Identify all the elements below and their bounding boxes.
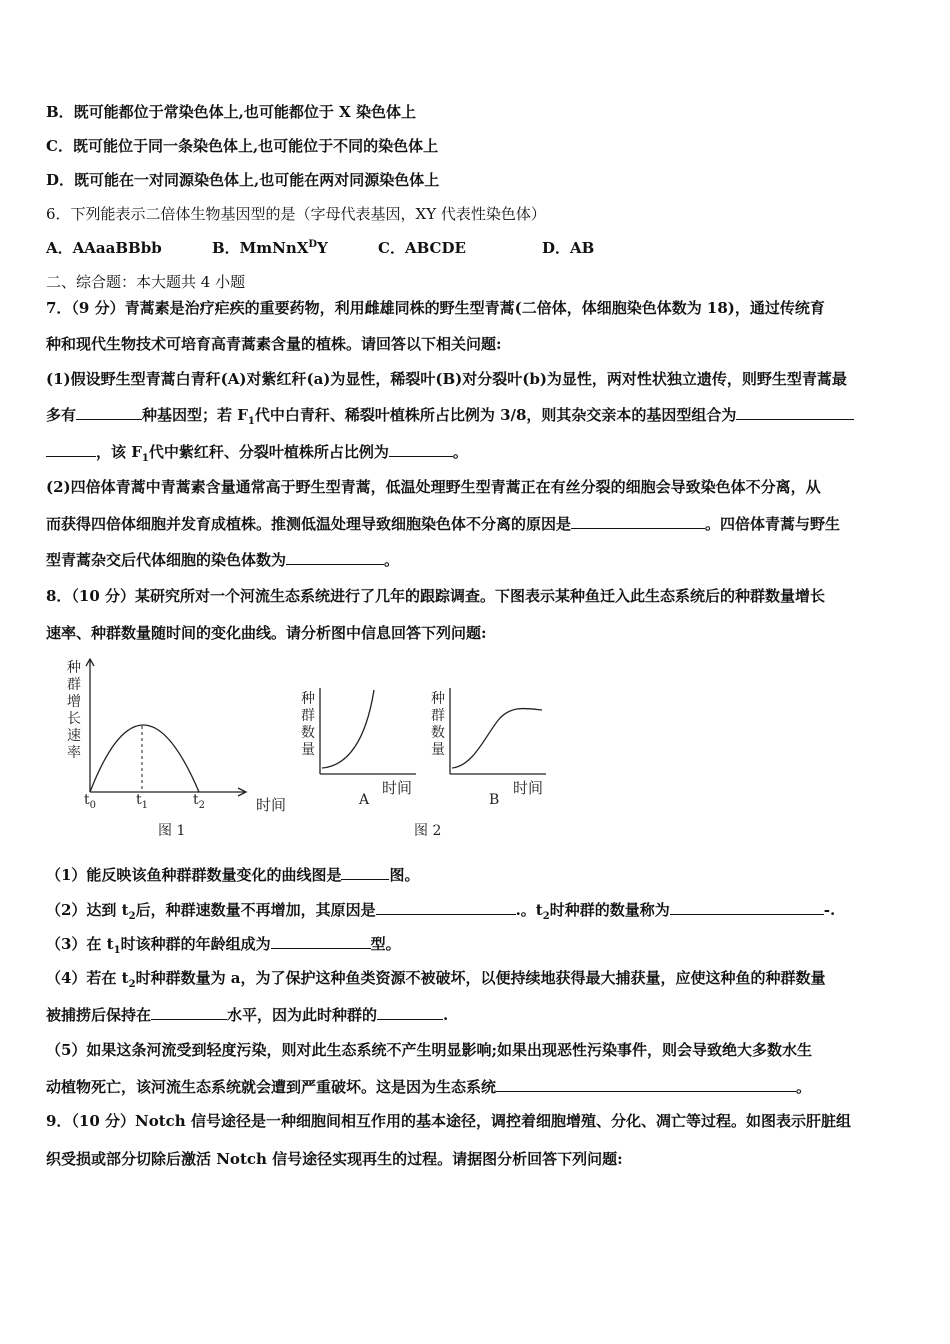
q6-options (46, 237, 906, 259)
q8-sub-5: （5）如果这条河流受到轻度污染，则对此生态系统不产生明显影响;如果出现恶性污染事件，则会导致绝大多数水生 (46, 1041, 812, 1059)
answer-blank[interactable] (389, 442, 453, 457)
answer-blank[interactable] (341, 865, 389, 880)
q7-text: 而获得四倍体细胞并发育成植株。推测低温处理导致细胞染色体不分离的原因是 (46, 515, 572, 533)
q8-text: 时种群数量为 a，为了保护这种鱼类资源不被破坏，以便持续地获得最大捕获量，应使这种鱼的种群数量 (135, 969, 826, 987)
q6-option-c: C．ABCDE (378, 239, 466, 257)
q7-text: 种基因型；若 F (142, 406, 248, 424)
subscript: 1 (247, 416, 255, 426)
subscript: 2 (128, 911, 136, 921)
q8-text: 动植物死亡，该河流生态系统就会遭到严重破坏。这是因为生态系统 (46, 1078, 497, 1096)
figB-xlabel: 时间 (513, 779, 544, 797)
answer-blank[interactable] (377, 1005, 443, 1020)
subscript: 1 (113, 945, 121, 955)
figA-ylabel (300, 691, 316, 759)
q8-sub-2 (46, 899, 906, 921)
q7-text: 。四倍体青蒿与野生 (705, 515, 841, 533)
tick-label: t (193, 792, 199, 808)
q8-line-2: 速率、种群数量随时间的变化曲线。请分析图中信息回答下列问题: (46, 624, 487, 642)
fig1-plot (85, 656, 285, 796)
q7-text: 型青蒿杂交后代体细胞的染色体数为 (46, 551, 287, 569)
tick-label: t (84, 792, 90, 808)
q8-text: （1）能反映该鱼种群群数量变化的曲线图是 (46, 866, 342, 884)
figA-ylabel-char: 种 (301, 691, 315, 707)
q6-option-d: D．AB (542, 239, 595, 257)
q7-line-8 (46, 549, 906, 571)
fig1-tick-t2 (193, 792, 206, 811)
q5-option-d: D．既可能在一对同源染色体上,也可能在两对同源染色体上 (46, 171, 440, 189)
fig1-tick-t1 (136, 792, 149, 811)
q8-text: （3）在 t (46, 935, 114, 953)
q9-line-1: 9．（10 分）Notch 信号途径是一种细胞间相互作用的基本途径，调控着细胞增殖、分化、凋亡等过程。如图表示肝脏组 (46, 1112, 851, 1130)
figA-caption: A (359, 792, 370, 808)
q7-line-4 (46, 404, 906, 426)
q8-text: 后，种群速数量不再增加，其原因是 (135, 901, 376, 919)
answer-blank[interactable] (271, 934, 371, 949)
q7-text: 。 (452, 443, 468, 461)
q8-text: 型。 (370, 935, 401, 953)
q8-text: . (443, 1006, 449, 1024)
q8-text: -. (823, 901, 836, 919)
fig1-ylabel-char: 长 (67, 711, 81, 727)
q8-text: 图。 (389, 866, 420, 884)
q8-text: （4）若在 t (46, 969, 129, 987)
fig1-ylabel-char: 率 (67, 745, 81, 761)
fig1-ylabel-char: 速 (67, 728, 81, 744)
fig1-xlabel: 时间 (256, 796, 287, 814)
subscript: 1 (141, 453, 149, 463)
figB-ylabel-char: 群 (431, 708, 445, 724)
answer-blank[interactable] (496, 1077, 796, 1092)
q5-option-c: C．既可能位于同一条染色体上,也可能位于不同的染色体上 (46, 137, 439, 155)
tick-label: t (136, 792, 142, 808)
subscript: 2 (542, 911, 550, 921)
subscript: 0 (89, 799, 97, 811)
q8-text: 被捕捞后保持在 (46, 1006, 152, 1024)
q6-option-a: A．AAaaBBbb (46, 239, 162, 257)
fig1-caption: 图 1 (158, 823, 186, 839)
fig1-rate-curve (90, 725, 199, 792)
answer-blank[interactable] (46, 442, 96, 457)
figA-j-curve (322, 690, 374, 768)
figA-plot (318, 688, 418, 778)
q6-option-b-pre: B．MmNnX (212, 239, 309, 257)
q7-line-1: 7．（9 分）青蒿素是治疗疟疾的重要药物，利用雌雄同株的野生型青蒿(二倍体，体细胞染色体数为 18)，通过传统育 (46, 299, 825, 317)
answer-blank[interactable] (286, 550, 384, 565)
q7-text: 代中白青秆、稀裂叶植株所占比例为 3/8，则其杂交亲本的基因型组合为 (254, 406, 737, 424)
q8-text: 水平，因为此时种群的 (227, 1006, 378, 1024)
q7-text: 多有 (46, 406, 77, 424)
q9-line-2: 织受损或部分切除后激活 Notch 信号途径实现再生的过程。请据图分析回答下列问题: (46, 1150, 623, 1168)
answer-blank[interactable] (76, 405, 142, 420)
q8-sub-4-cont (46, 1004, 906, 1026)
q6-option-b-post: Y (317, 239, 328, 257)
figB-ylabel-char: 数 (431, 725, 445, 741)
fig1-ylabel-char: 增 (67, 694, 81, 710)
q7-line-7 (46, 513, 906, 535)
q5-option-b: B．既可能都位于常染色体上,也可能都位于 X 染色体上 (46, 103, 416, 121)
figA-ylabel-char: 群 (301, 708, 315, 724)
q7-line-6: (2)四倍体青蒿中青蒿素含量通常高于野生型青蒿，低温处理野生型青蒿正在有丝分裂的细胞会导致染色体不分离，从 (46, 478, 821, 496)
subscript: 2 (128, 979, 136, 989)
answer-blank[interactable] (571, 514, 705, 529)
figB-plot (448, 688, 558, 778)
q8-sub-3 (46, 933, 906, 955)
figB-caption: B (489, 792, 500, 808)
q8-sub-4 (46, 967, 906, 989)
figB-ylabel-char: 种 (431, 691, 445, 707)
q7-line-5 (46, 441, 906, 463)
q6-stem: 6．下列能表示二倍体生物基因型的是（字母代表基因，XY 代表性染色体） (46, 205, 546, 223)
answer-blank[interactable] (736, 405, 854, 420)
figA-ylabel-char: 数 (301, 725, 315, 741)
q7-line-3: (1)假设野生型青蒿白青秆(A)对紫红秆(a)为显性，稀裂叶(B)对分裂叶(b)为显性，两对性状独立遗传，则野生型青蒿最 (46, 370, 847, 388)
answer-blank[interactable] (670, 900, 824, 915)
subscript: 1 (141, 799, 149, 811)
q6-option-b (212, 237, 378, 259)
answer-blank[interactable] (151, 1005, 227, 1020)
figB-ylabel-char: 量 (431, 742, 445, 758)
figA-ylabel-char: 量 (301, 742, 315, 758)
fig1-ylabel-char: 群 (67, 677, 81, 693)
q8-line-1: 8．（10 分）某研究所对一个河流生态系统进行了几年的跟踪调查。下图表示某种鱼迁入此生态系统后的种群数量增长 (46, 587, 826, 605)
q7-text: 。 (384, 551, 400, 569)
figB-ylabel (430, 691, 446, 759)
answer-blank[interactable] (376, 900, 516, 915)
q7-line-2: 种和现代生物技术可培育高青蒿素含量的植株。请回答以下相关问题: (46, 335, 502, 353)
q8-text: .。t (515, 901, 543, 919)
fig1-ylabel-char: 种 (67, 660, 81, 676)
q8-text: 时种群的数量称为 (549, 901, 670, 919)
subscript: 2 (198, 799, 206, 811)
fig1-tick-t0 (84, 792, 97, 811)
section-heading: 二、综合题：本大题共 4 小题 (46, 273, 246, 291)
q8-text: （2）达到 t (46, 901, 129, 919)
q8-text: 时该种群的年龄组成为 (120, 935, 271, 953)
q7-text: ，该 F (96, 443, 142, 461)
q8-text: 。 (796, 1078, 812, 1096)
q6-option-b-sup: D (308, 239, 318, 250)
q8-sub-1 (46, 864, 906, 886)
q8-sub-5-cont (46, 1076, 906, 1098)
figB-s-curve (452, 708, 542, 768)
fig2-caption: 图 2 (414, 823, 442, 839)
fig1-ylabel (66, 660, 82, 762)
figA-xlabel: 时间 (382, 779, 413, 797)
q7-text: 代中紫红秆、分裂叶植株所占比例为 (148, 443, 389, 461)
